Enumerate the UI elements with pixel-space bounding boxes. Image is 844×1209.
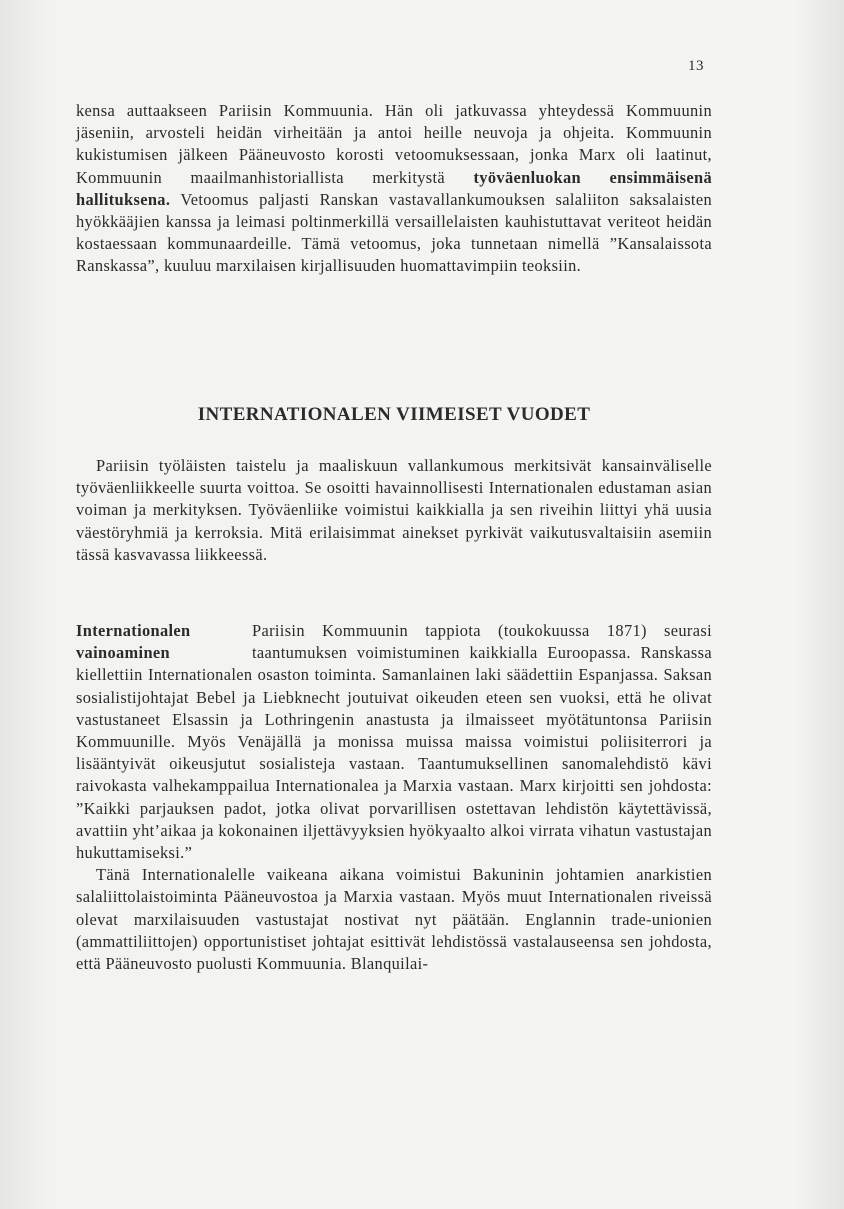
persecution-paragraph: Pariisin Kommuunin tappiota (toukokuussa 1871) seurasi taantumuksen voimistuminen kaikkialla Euroopassa. Ranskassa kiellettiin Internationalen osaston toiminta. Samanlainen laki säädettiin Espanjassa. Saksan sosialistijohtajat Bebel ja Liebknecht joutuivat oikeuden eteen sen vuoksi, että he olivat vastustaneet Elsassin ja Lothringenin anastusta ja ilmaisseet myötätuntonsa Pariisin Kommuunille. Myös Venäjällä ja monissa muissa maissa voimistui poliisiterrori ja lisääntyivät oikeusjutut sosialisteja vastaan. Taantumuksellinen sanomalehdistö kävi raivokasta valhekamppailua Internationalea ja Marxia vastaan. Marx kirjoitti sen johdosta: ”Kaikki parjauksen padot, jotka olivat porvarillisen ostettavan lehdistön käytettävissä, avattiin yht’aikaa ja kokonainen iljettävyyksien hyökyaalto alkoi virrata vihatun vastustajan hukuttamiseksi.” [76,621,712,863]
intro-paragraph [76,100,712,278]
persecution-section [76,620,712,975]
marginal-note-line2: vainoaminen [76,643,171,663]
marginal-note [76,620,240,664]
section-paragraph [76,455,712,566]
section-heading: INTERNATIONALEN VIIMEISET VUODET [197,404,591,425]
page-number: 13 [688,58,704,74]
intro-text-bold: työväenluokan ensimmäisenä hallituksena. [76,167,712,209]
final-paragraph: Tänä Internationalelle vaikeana aikana voimistui Bakuninin johtamien anarkistien salaliittolaistoiminta Pääneuvostoa ja Marxia vastaan. Myös muut Internationalen riveissä olevat marxilaisuuden vastustajat nostivat nyt päätään. Englannin trade-unionien (ammattiliittojen) opportunistiset johtajat esittivät lehdistössä vastalauseensa sen johdosta, että Pääneuvosto puolusti Kommuunia. Blanquilai- [76,865,712,974]
section-paragraph-text: Pariisin työläisten taistelu ja maaliskuun vallankumous merkitsivät kansainväliselle työväenliikkeelle suurta voittoa. Se osoitti havainnollisesti Internationalen edustaman asian voiman ja merkityksen. Työväenliike voimistui kaikkialla ja sen riveihin liittyi yhä uusia väestöryhmiä ja kerroksia. Mitä erilaisimmat ainekset pyrkivät vaikutusvaltaisiin asemiin tässä kasvavassa liikkeessä. [76,456,712,564]
marginal-note-line1: Internationalen [76,621,191,640]
intro-text-part2: Vetoomus paljasti Ranskan vastavallankumouksen salaliiton saksalaisten hyökkääjien kanssa ja leimasi poltinmerkillä versaillelaisten kauhistuttavat veriteot heidän kostaessaan kommunaardeille. Tämä vetoomus, joka tunnetaan nimellä ”Kansalaissota Ranskassa”, kuuluu marxilaisen kirjallisuuden huomattavimpiin teoksiin. [76,189,712,276]
intro-text-part1: kensa auttaakseen Pariisin Kommuunia. Hän oli jatkuvassa yhteydessä Kommuunin jäseniin, arvosteli heidän virheitään ja antoi heille neuvoja ja ohjeita. Kommuunin kukistumisen jälkeen Pääneuvosto korosti vetoomuksessaan, jonka Marx oli laatinut, Kommuunin maailmanhistoriallista merkitystä [76,101,712,187]
